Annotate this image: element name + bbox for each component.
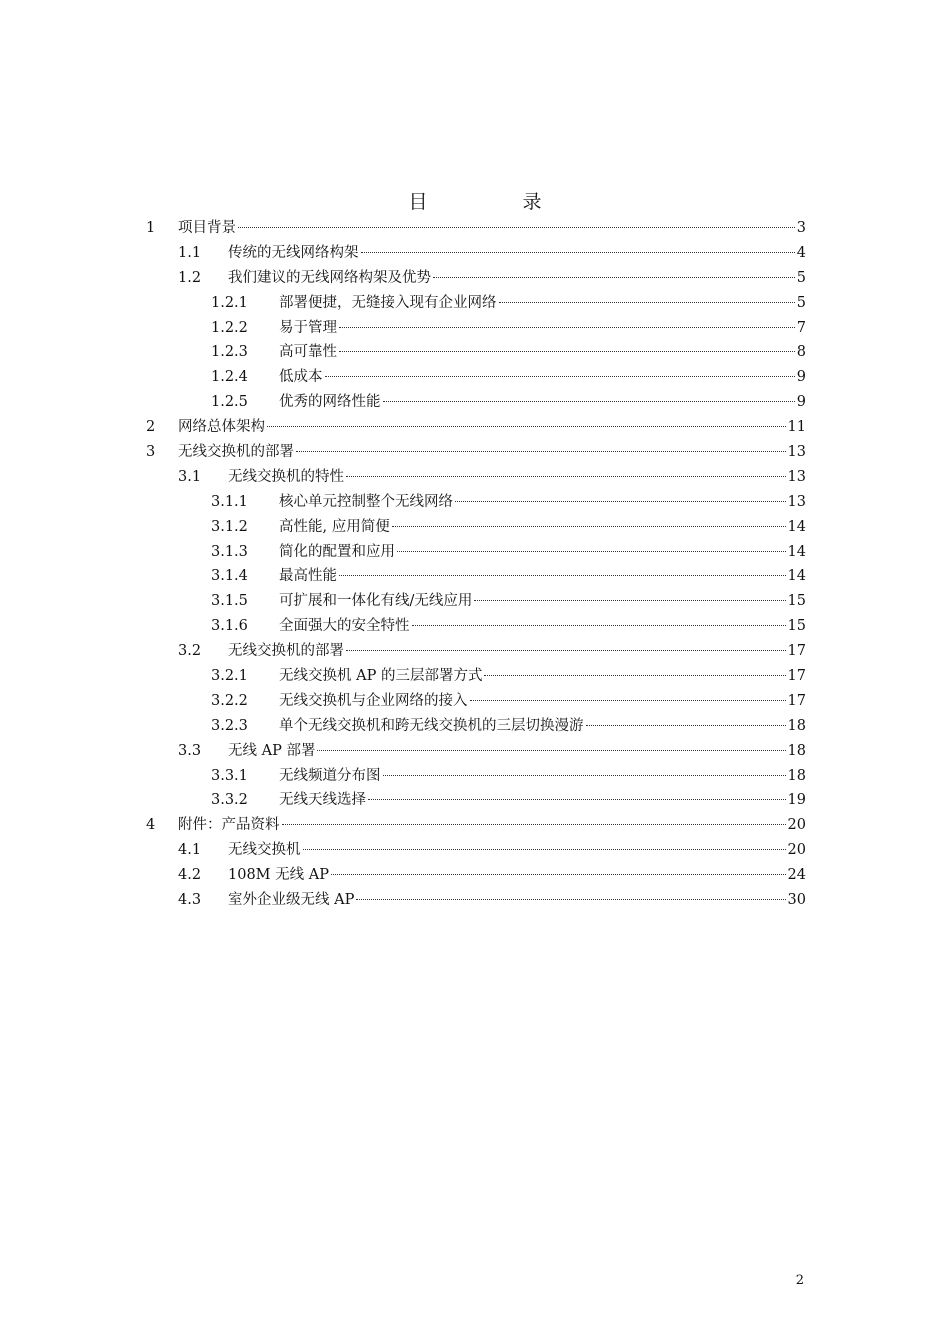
toc-entry-label: 可扩展和一体化有线/无线应用 — [279, 593, 473, 610]
dot-leader — [499, 302, 795, 303]
toc-entry-label: 低成本 — [279, 369, 323, 386]
dot-leader — [325, 376, 795, 377]
toc-entry-label: 简化的配置和应用 — [279, 543, 395, 560]
toc-entry-page: 8 — [796, 344, 806, 361]
dot-leader — [339, 575, 786, 576]
toc-entry-number: 3.3 — [178, 742, 202, 759]
toc-entry-number: 4.2 — [178, 867, 202, 884]
toc-entry-page: 19 — [787, 792, 806, 809]
toc-entry[interactable] — [0, 639, 950, 664]
toc-entry-number: 4.3 — [178, 892, 202, 909]
toc-entry[interactable] — [0, 838, 950, 863]
dot-leader — [361, 252, 795, 253]
toc-entry-number: 3.2 — [178, 643, 202, 660]
toc-entry-page: 7 — [796, 319, 806, 336]
dot-leader — [392, 526, 786, 527]
toc-entry[interactable] — [0, 664, 950, 689]
dot-leader — [282, 824, 786, 825]
toc-entry-page: 14 — [787, 568, 806, 585]
toc-entry[interactable] — [0, 689, 950, 714]
toc-entry-label: 部署便捷，无缝接入现有企业网络 — [279, 294, 497, 311]
toc-entry-number: 3.1.5 — [211, 593, 248, 610]
toc-entry-label: 室外企业级无线 AP — [228, 892, 355, 909]
toc-entry-number: 1.2.5 — [211, 394, 248, 411]
toc-entry-label: 全面强大的安全特性 — [279, 618, 410, 635]
dot-leader — [412, 625, 786, 626]
toc-entry-number: 3.3.1 — [211, 767, 248, 784]
toc-entry-page: 17 — [787, 668, 806, 685]
toc-entry-label: 高性能, 应用简便 — [279, 518, 390, 535]
toc-entry-page: 14 — [787, 543, 806, 560]
toc-entry-page: 15 — [787, 593, 806, 610]
toc-entry-label: 我们建议的无线网络构架及优势 — [228, 269, 431, 286]
toc-entry-number: 3.1.2 — [211, 518, 248, 535]
toc-entry-page: 5 — [796, 269, 806, 286]
toc-entry-label: 传统的无线网络构架 — [228, 244, 359, 261]
toc-entry-number: 3.2.1 — [211, 668, 248, 685]
toc-entry-label: 高可靠性 — [279, 344, 337, 361]
page-number: 2 — [795, 1273, 804, 1288]
toc-entry-label: 无线 AP 部署 — [228, 742, 316, 759]
dot-leader — [339, 351, 795, 352]
toc-entry-page: 11 — [787, 419, 806, 436]
dot-leader — [383, 775, 786, 776]
toc-entry-number: 3 — [146, 444, 156, 461]
toc-entry[interactable] — [0, 614, 950, 639]
toc-entry-label: 108M 无线 AP — [228, 867, 329, 884]
toc-entry-page: 17 — [787, 643, 806, 660]
toc-entry-page: 5 — [796, 294, 806, 311]
toc-entry-label: 无线天线选择 — [279, 792, 366, 809]
dot-leader — [356, 899, 785, 900]
toc-entry[interactable] — [0, 465, 950, 490]
toc-entry-label: 网络总体架构 — [178, 419, 265, 436]
toc-entry[interactable] — [0, 490, 950, 515]
toc-entry-page: 17 — [787, 692, 806, 709]
toc-title: 目 录 — [408, 191, 580, 213]
toc-entry[interactable] — [0, 266, 950, 291]
toc-entry[interactable] — [0, 515, 950, 540]
dot-leader — [470, 700, 786, 701]
toc-entry[interactable] — [0, 813, 950, 838]
toc-entry[interactable] — [0, 340, 950, 365]
toc-entry-label: 附件：产品资料 — [178, 817, 280, 834]
dot-leader — [296, 451, 786, 452]
toc-entry[interactable] — [0, 390, 950, 415]
toc-entry-page: 18 — [787, 717, 806, 734]
toc-entry[interactable] — [0, 415, 950, 440]
dot-leader — [368, 799, 786, 800]
toc-entry-label: 无线交换机的部署 — [178, 444, 294, 461]
toc-entry-page: 13 — [787, 493, 806, 510]
toc-entry-page: 30 — [787, 892, 806, 909]
toc-entry-label: 最高性能 — [279, 568, 337, 585]
dot-leader — [339, 327, 795, 328]
dot-leader — [586, 725, 786, 726]
toc-entry-page: 18 — [787, 767, 806, 784]
toc-entry-number: 1.2.2 — [211, 319, 248, 336]
dot-leader — [317, 750, 785, 751]
toc-entry-number: 4 — [146, 817, 156, 834]
toc-entry-page: 3 — [796, 220, 806, 236]
dot-leader — [303, 849, 786, 850]
toc-entry-label: 无线频道分布图 — [279, 767, 381, 784]
toc-entry[interactable] — [0, 589, 950, 614]
toc-entry-page: 9 — [796, 394, 806, 411]
toc-entry[interactable] — [0, 291, 950, 316]
toc-entry-number: 1.2.1 — [211, 294, 248, 311]
toc-entry-number: 3.1.3 — [211, 543, 248, 560]
dot-leader — [455, 501, 786, 502]
toc-entry-number: 3.2.2 — [211, 692, 248, 709]
toc-entry-number: 4.1 — [178, 842, 202, 859]
toc-entry-page: 18 — [787, 742, 806, 759]
table-of-contents — [0, 216, 950, 913]
dot-leader — [267, 426, 786, 427]
toc-entry-page: 13 — [787, 444, 806, 461]
dot-leader — [433, 277, 795, 278]
dot-leader — [331, 874, 786, 875]
toc-entry-number: 3.3.2 — [211, 792, 248, 809]
toc-entry[interactable] — [0, 564, 950, 589]
toc-entry[interactable] — [0, 440, 950, 465]
toc-entry-label: 单个无线交换机和跨无线交换机的三层切换漫游 — [279, 717, 584, 734]
toc-entry-label: 无线交换机与企业网络的接入 — [279, 692, 468, 709]
dot-leader — [346, 476, 786, 477]
toc-entry-label: 核心单元控制整个无线网络 — [279, 493, 453, 510]
toc-entry-number: 3.1.6 — [211, 618, 248, 635]
toc-entry-number: 3.2.3 — [211, 717, 248, 734]
toc-entry-label: 项目背景 — [178, 220, 236, 236]
dot-leader — [383, 401, 795, 402]
toc-entry[interactable] — [0, 788, 950, 813]
toc-entry-number: 3.1.1 — [211, 493, 248, 510]
toc-entry-label: 无线交换机 AP 的三层部署方式 — [279, 668, 483, 685]
toc-entry-number: 2 — [146, 419, 156, 436]
toc-entry[interactable] — [0, 863, 950, 888]
toc-entry-label: 无线交换机的部署 — [228, 643, 344, 660]
toc-entry-number: 1.2.3 — [211, 344, 248, 361]
toc-entry-page: 24 — [787, 867, 806, 884]
dot-leader — [238, 227, 795, 228]
toc-entry[interactable] — [0, 241, 950, 266]
toc-entry-number: 3.1.4 — [211, 568, 248, 585]
toc-entry-page: 9 — [796, 369, 806, 386]
toc-entry-page: 4 — [796, 244, 806, 261]
toc-entry-number: 3.1 — [178, 468, 202, 485]
toc-entry[interactable] — [0, 365, 950, 390]
dot-leader — [397, 551, 786, 552]
toc-entry[interactable] — [0, 764, 950, 789]
toc-entry[interactable] — [0, 888, 950, 913]
toc-entry[interactable] — [0, 316, 950, 341]
toc-entry-label: 无线交换机 — [228, 842, 301, 859]
dot-leader — [346, 650, 786, 651]
toc-entry[interactable] — [0, 739, 950, 764]
toc-entry-label: 优秀的网络性能 — [279, 394, 381, 411]
toc-entry[interactable] — [0, 540, 950, 565]
toc-entry-label: 易于管理 — [279, 319, 337, 336]
toc-entry-page: 15 — [787, 618, 806, 635]
toc-entry-number: 1.2.4 — [211, 369, 248, 386]
toc-entry-page: 14 — [787, 518, 806, 535]
toc-entry-page: 13 — [787, 468, 806, 485]
toc-entry-number: 1 — [146, 220, 156, 236]
toc-entry-number: 1.2 — [178, 269, 202, 286]
dot-leader — [484, 675, 785, 676]
dot-leader — [474, 600, 785, 601]
toc-entry-number: 1.1 — [178, 244, 202, 261]
toc-entry-page: 20 — [787, 817, 806, 834]
toc-entry[interactable] — [0, 216, 950, 241]
toc-entry-page: 20 — [787, 842, 806, 859]
toc-entry[interactable] — [0, 714, 950, 739]
toc-entry-label: 无线交换机的特性 — [228, 468, 344, 485]
